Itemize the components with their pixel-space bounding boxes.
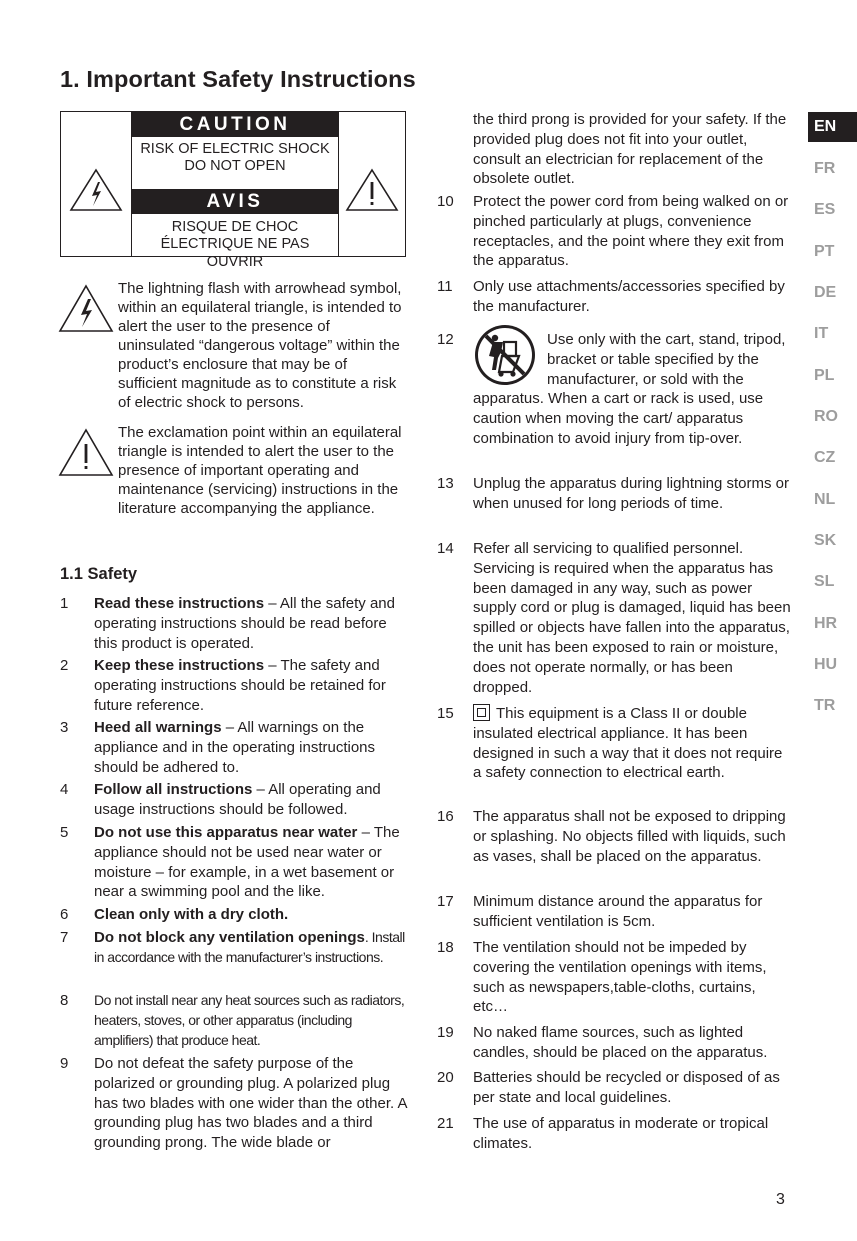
section-heading-safety: 1.1 Safety [60, 565, 138, 583]
page-title: 1. Important Safety Instructions [60, 66, 416, 92]
avis-line-1: RISQUE DE CHOC [171, 218, 299, 235]
avis-label: AVIS [132, 189, 338, 214]
language-tab-hr[interactable]: HR [814, 615, 838, 632]
exclamation-symbol-text: The exclamation point within an equilateral triangle is intended to alert the user to the presence of important operating and maintenance (servicing) instructions in the literature accompanying the appliance. [118, 424, 402, 517]
caution-line-1: RISK OF ELECTRIC SHOCK [140, 140, 330, 157]
language-tab-es[interactable]: ES [814, 201, 836, 218]
page-number: 3 [776, 1191, 785, 1208]
language-tab-pl[interactable]: PL [814, 367, 835, 384]
language-tab-pt[interactable]: PT [814, 243, 835, 260]
language-tab-de[interactable]: DE [814, 284, 837, 301]
avis-line-2: ÉLECTRIQUE NE PAS OUVRIR [160, 235, 310, 270]
lightning-symbol-icon [58, 284, 114, 334]
caution-line-2: DO NOT OPEN [184, 157, 286, 174]
lightning-symbol-text: The lightning flash with arrowhead symbol, within an equilateral triangle, is intended to alert the user to the presence of uninsulated “dangerous voltage” within the product’s enclosure that may be of sufficient magnitude as to constitute a risk of electric shock to persons. [118, 280, 402, 411]
lightning-warning-icon [68, 167, 124, 213]
exclamation-warning-icon [344, 167, 400, 213]
language-tab-en[interactable]: EN [808, 112, 857, 142]
class-ii-icon [473, 704, 490, 721]
language-tab-nl[interactable]: NL [814, 491, 836, 508]
language-tab-sl[interactable]: SL [814, 573, 835, 590]
exclamation-symbol-icon [58, 428, 114, 478]
caution-label: CAUTION [132, 112, 338, 137]
caution-box [60, 111, 406, 270]
language-tab-it[interactable]: IT [814, 325, 829, 342]
language-tab-cz[interactable]: CZ [814, 449, 836, 466]
language-tab-hu[interactable]: HU [814, 656, 838, 673]
language-tab-fr[interactable]: FR [814, 160, 836, 177]
language-tab-sk[interactable]: SK [814, 532, 837, 549]
language-tab-tr[interactable]: TR [814, 697, 836, 714]
language-tab-ro[interactable]: RO [814, 408, 838, 425]
cart-warning-icon [473, 322, 537, 388]
